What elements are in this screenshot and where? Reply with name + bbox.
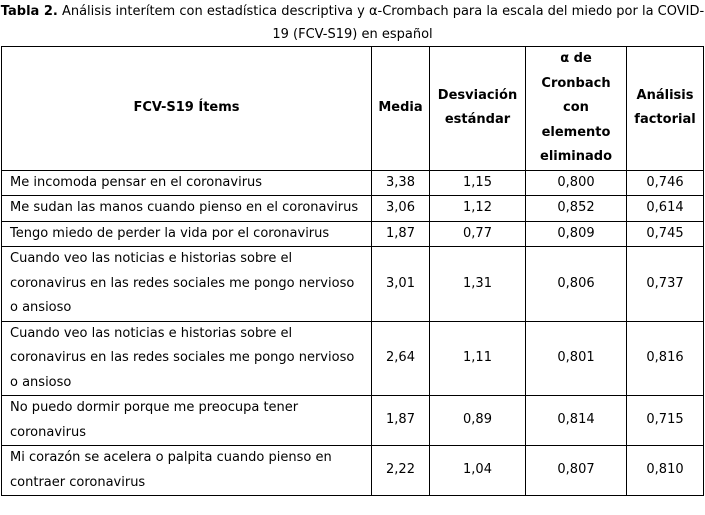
factorial-cell: 0,614: [627, 196, 704, 222]
desviacion-cell: 1,12: [430, 196, 526, 222]
item-cell: Me sudan las manos cuando pienso en el coronavirus: [2, 196, 372, 222]
header-factorial: Análisis factorial: [627, 47, 704, 171]
factorial-cell: 0,746: [627, 170, 704, 196]
alpha-cell: 0,806: [526, 247, 627, 322]
header-media: Media: [372, 47, 430, 171]
factorial-cell: 0,715: [627, 396, 704, 446]
table-caption: [0, 0, 705, 46]
media-cell: 1,87: [372, 396, 430, 446]
item-cell: Mi corazón se acelera o palpita cuando pienso en contraer coronavirus: [2, 446, 372, 496]
desviacion-cell: 0,77: [430, 221, 526, 247]
header-alpha: α de Cronbach con elemento eliminado: [526, 47, 627, 171]
media-cell: 3,38: [372, 170, 430, 196]
alpha-cell: 0,807: [526, 446, 627, 496]
media-cell: 3,01: [372, 247, 430, 322]
alpha-cell: 0,809: [526, 221, 627, 247]
data-table: [1, 46, 704, 496]
table-row: [2, 247, 704, 322]
media-cell: 2,64: [372, 321, 430, 396]
desviacion-cell: 1,04: [430, 446, 526, 496]
item-cell: Cuando veo las noticias e historias sobre el coronavirus en las redes sociales me pongo nervioso o ansioso: [2, 321, 372, 396]
table-row: [2, 221, 704, 247]
media-cell: 1,87: [372, 221, 430, 247]
desviacion-cell: 1,11: [430, 321, 526, 396]
item-cell: Tengo miedo de perder la vida por el coronavirus: [2, 221, 372, 247]
table-row: [2, 321, 704, 396]
factorial-cell: 0,737: [627, 247, 704, 322]
alpha-cell: 0,801: [526, 321, 627, 396]
table-row: [2, 170, 704, 196]
header-items: FCV-S19 Ítems: [2, 47, 372, 171]
table-row: [2, 446, 704, 496]
header-desviacion: Desviación estándar: [430, 47, 526, 171]
header-row: [2, 47, 704, 171]
alpha-cell: 0,800: [526, 170, 627, 196]
table-row: [2, 196, 704, 222]
alpha-cell: 0,814: [526, 396, 627, 446]
factorial-cell: 0,745: [627, 221, 704, 247]
desviacion-cell: 0,89: [430, 396, 526, 446]
caption-text: Análisis interítem con estadística descriptiva y α-Crombach para la escala del miedo por la COVID-19 (FCV-S19) en español: [57, 4, 705, 42]
table-row: [2, 396, 704, 446]
factorial-cell: 0,810: [627, 446, 704, 496]
factorial-cell: 0,816: [627, 321, 704, 396]
item-cell: Me incomoda pensar en el coronavirus: [2, 170, 372, 196]
item-cell: Cuando veo las noticias e historias sobre el coronavirus en las redes sociales me pongo nervioso o ansioso: [2, 247, 372, 322]
caption-label: Tabla 2.: [0, 4, 58, 19]
desviacion-cell: 1,15: [430, 170, 526, 196]
alpha-cell: 0,852: [526, 196, 627, 222]
desviacion-cell: 1,31: [430, 247, 526, 322]
media-cell: 3,06: [372, 196, 430, 222]
media-cell: 2,22: [372, 446, 430, 496]
item-cell: No puedo dormir porque me preocupa tener coronavirus: [2, 396, 372, 446]
